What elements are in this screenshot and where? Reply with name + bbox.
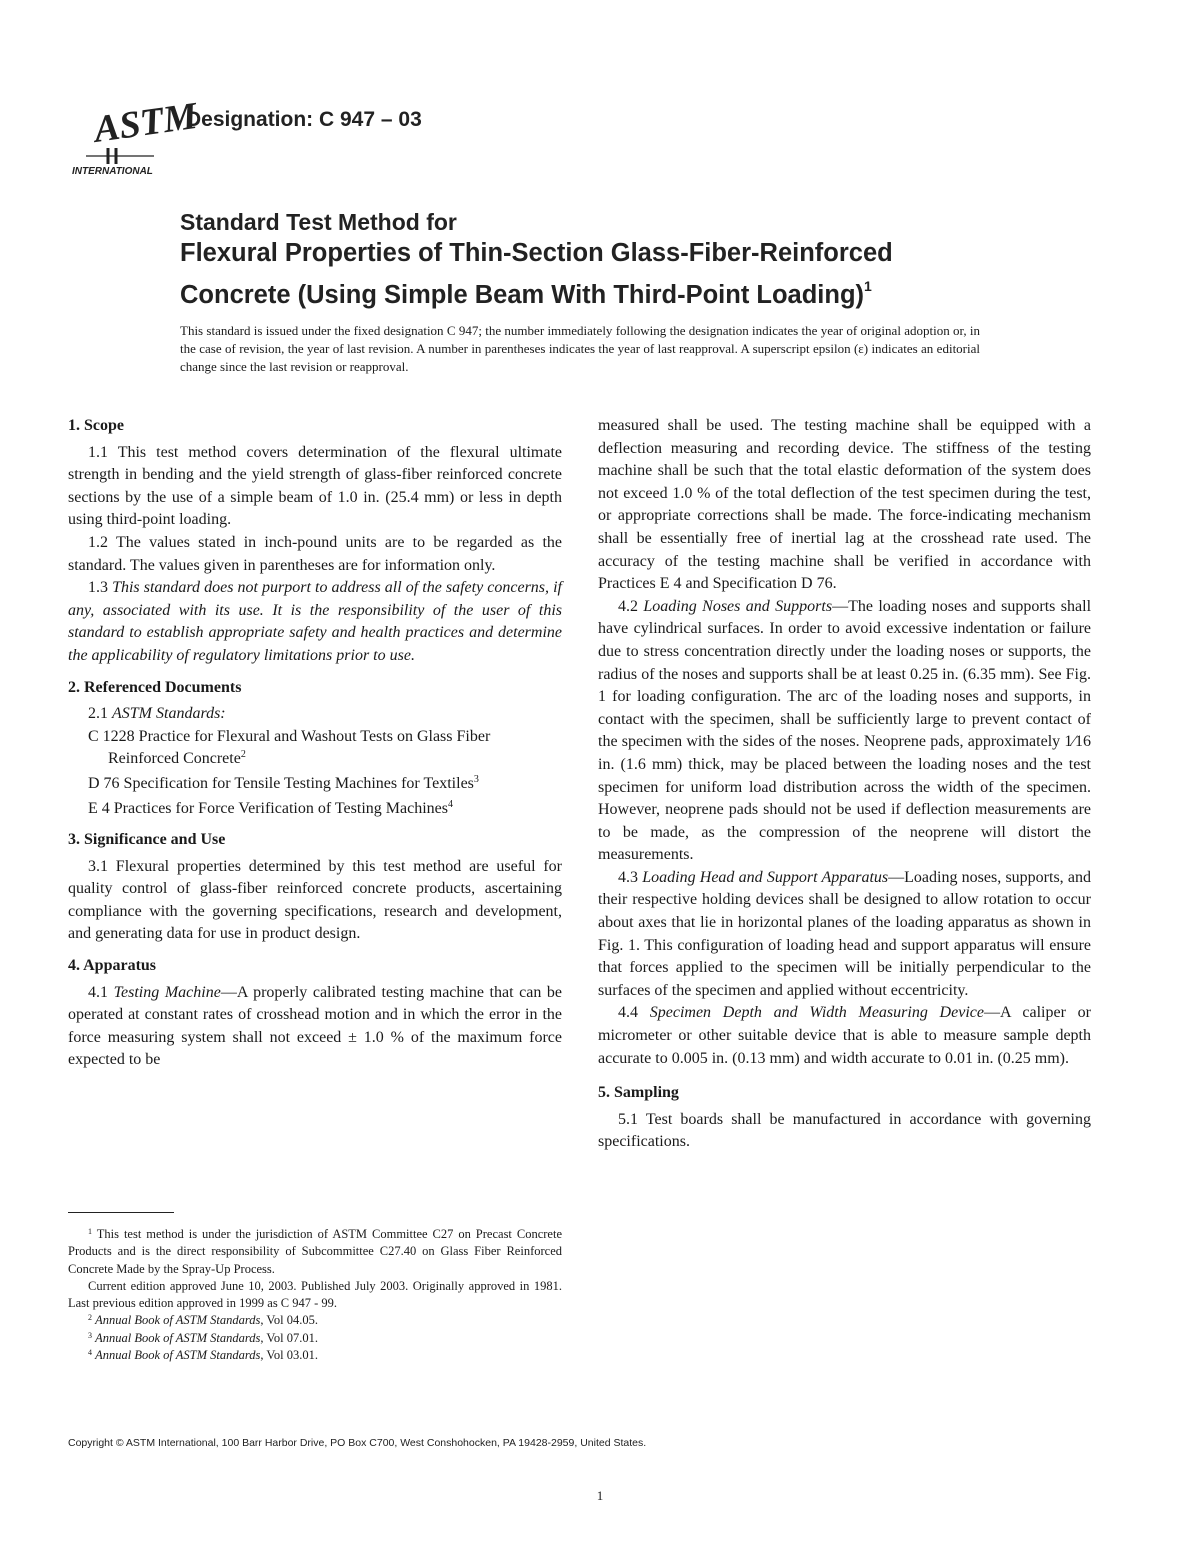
paragraph-3-1: 3.1 Flexural properties determined by this test method are useful for quality control of glass-fiber reinforced concrete products, ascertaining compliance with the governing specifications, research and development, and generating data for use in product design. [68, 857, 562, 943]
title-footnote-mark: 1 [864, 278, 872, 294]
title-line-3 [180, 270, 893, 312]
footnote-text: This test method is under the jurisdiction of ASTM Committee C27 on Precast Concrete Products and is the direct responsibility of Subcommittee C27.40 on Glass Fiber Reinforced Concrete Made by the Spray-Up Process. [68, 1227, 562, 1276]
standard-notice: This standard is issued under the fixed designation C 947; the number immediately following the designation indicates the year of original adoption or, in the case of revision, the year of last revision. A number in parentheses indicates the year of last reapproval. A superscript epsilon (ε) indicates an editorial change since the last revision or reapproval. [180, 323, 980, 374]
section-heading-referenced-documents: 2. Referenced Documents [68, 678, 242, 696]
reference-item [88, 726, 562, 771]
paragraph-5-1: 5.1 Test boards shall be manufactured in accordance with governing specifications. [598, 1110, 1091, 1151]
paragraph-1-3-text: This standard does not purport to address all of the safety concerns, if any, associated with its use. It is the responsibility of the user of this standard to establish appropriate safety and health practices and determine the applicability of regulatory limitations prior to use. [68, 579, 563, 664]
footnote-label: Annual Book of ASTM Standards [95, 1330, 261, 1345]
paragraph-4-3-text: —Loading noses, supports, and their respective holding devices shall be designed to allow rotation to occur about axes that lie in horizontal planes of the loading apparatus as shown in Fig. 1. This configuration of loading head and support apparatus will ensure that forces applied to the specimen will be initially perpendicular to the surfaces of the specimen and applied without eccentricity. [598, 868, 1091, 999]
paragraph-4-4 [598, 1002, 1091, 1070]
footnote-4 [68, 1347, 562, 1364]
logo-subtext: INTERNATIONAL [72, 166, 153, 177]
designation: Designation: C 947 – 03 [186, 108, 422, 131]
page-number: 1 [596, 1488, 604, 1503]
footnote-1-edition: Current edition approved June 10, 2003. Published July 2003. Originally approved in 1981. Last previous edition approved in 1999 as C 947 - 99. [68, 1278, 562, 1311]
section-heading-significance: 3. Significance and Use [68, 831, 226, 849]
section-heading-scope: 1. Scope [68, 417, 124, 434]
footnote-mark: 4 [447, 798, 453, 810]
paragraph-4-3 [598, 867, 1091, 1003]
paragraph-2-1 [68, 703, 562, 726]
paragraph-label: Specimen Depth and Width Measuring Device [649, 1004, 984, 1022]
paragraph-4-2 [598, 596, 1091, 867]
paragraph-number: 4.4 [618, 1004, 638, 1022]
footnote-mark: 3 [88, 1330, 92, 1340]
footnotes [68, 1226, 562, 1364]
reference-text: C 1228 Practice for Flexural and Washout Tests on Glass Fiber Reinforced Concrete [88, 727, 491, 768]
paragraph-number: 4.2 [618, 597, 638, 615]
footnote-label: Annual Book of ASTM Standards [95, 1313, 261, 1328]
right-column [598, 415, 1091, 1154]
reference-text: E 4 Practices for Force Verification of Testing Machines [88, 799, 448, 817]
title-line-3-text: Concrete (Using Simple Beam With Third-Point Loading) [180, 281, 865, 309]
paragraph-number: 4.3 [618, 868, 638, 886]
paragraph-1-1: 1.1 This test method covers determination of the flexural ultimate strength in bending and the yield strength of glass-fiber reinforced concrete sections by the use of a simple beam of 1.0 in. (25.4 mm) or less in depth using third-point loading. [68, 443, 562, 529]
paragraph-4-1 [68, 982, 562, 1072]
astm-logo [66, 94, 200, 178]
footnote-divider [68, 1212, 174, 1213]
copyright-notice: Copyright © ASTM International, 100 Barr Harbor Drive, PO Box C700, West Conshohocken, PA 19428-2959, United States. [68, 1437, 647, 1449]
paragraph-number: 4.1 [88, 983, 108, 1001]
reference-item [88, 798, 562, 821]
footnote-mark: 1 [88, 1227, 92, 1236]
paragraph-1-2: 1.2 The values stated in inch-pound units are to be regarded as the standard. The values given in parentheses are for information only. [68, 533, 562, 574]
paragraph-4-4-text: —A caliper or micrometer or other suitable device that is able to measure sample depth accurate to 0.005 in. (0.13 mm) and width accurate to 0.01 in. (0.25 mm). [598, 1004, 1091, 1067]
astm-standards-label: ASTM Standards: [112, 705, 226, 723]
logo-text: ASTM [91, 94, 200, 151]
footnote-1 [68, 1226, 562, 1278]
footnote-mark: 2 [88, 1313, 92, 1323]
footnote-2 [68, 1312, 562, 1329]
paragraph-label: Testing Machine [113, 983, 221, 1001]
left-column [68, 415, 562, 1072]
footnote-volume: , Vol 07.01. [260, 1330, 318, 1345]
paragraph-label: Loading Head and Support Apparatus [642, 868, 889, 886]
reference-text: D 76 Specification for Tensile Testing Machines for Textiles [88, 774, 474, 792]
section-heading-apparatus: 4. Apparatus [68, 957, 157, 975]
paragraph-4-1-text: —A properly calibrated testing machine that can be operated at constant rates of crosshead motion and in which the error in the force measuring system shall not exceed ± 1.0 % of the maximum force expected to be [68, 983, 563, 1069]
paragraph-number: 1.3 [88, 579, 108, 597]
paragraph-4-2-text: —The loading noses and supports shall have cylindrical surfaces. In order to avoid excessive indentation or failure due to stress concentration directly under the loading noses or supports, the radius of the noses and supports shall be at least 0.25 in. (6.35 mm). See Fig. 1 for loading configuration. The arc of the loading noses and supports, in contact with the specimen, shall be sufficiently large to prevent contact of the specimen with the sides of the noses. Neoprene pads, approximately 1⁄16 in. (1.6 mm) thick, may be placed between the loading noses and the test specimen for uniform load distribution across the width of the specimen. However, neoprene pads should not be used if deflection measurements are to be made, as the compression of the neoprene will distort the measurements. [598, 597, 1092, 864]
footnote-mark: 4 [88, 1348, 92, 1358]
footnote-volume: , Vol 03.01. [260, 1348, 318, 1363]
document-title [180, 208, 893, 312]
section-heading-sampling: 5. Sampling [598, 1084, 679, 1102]
footnote-label: Annual Book of ASTM Standards [95, 1348, 261, 1363]
title-line-1: Standard Test Method for [180, 209, 457, 235]
paragraph-1-3 [68, 577, 562, 667]
footnote-volume: , Vol 04.05. [260, 1313, 318, 1328]
footnote-3 [68, 1330, 562, 1347]
reference-item [88, 773, 562, 796]
paragraph-label: Loading Noses and Supports [643, 597, 833, 615]
title-line-2: Flexural Properties of Thin-Section Glass-Fiber-Reinforced [180, 239, 893, 267]
footnote-mark: 3 [473, 773, 479, 785]
paragraph-4-1-continued: measured shall be used. The testing machine shall be equipped with a deflection measuring and recording device. The stiffness of the testing machine shall be such that the total elastic deformation of the system does not exceed 1.0 % of the total deflection of the test specimen during the test, or appropriate corrections shall be made. The force-indicating mechanism shall be essentially free of inertial lag at the crosshead rate used. The accuracy of the testing machine shall be verified in accordance with Practices E 4 and Specification D 76. [598, 417, 1091, 593]
footnote-mark: 2 [240, 749, 246, 761]
paragraph-number: 2.1 [88, 705, 108, 723]
